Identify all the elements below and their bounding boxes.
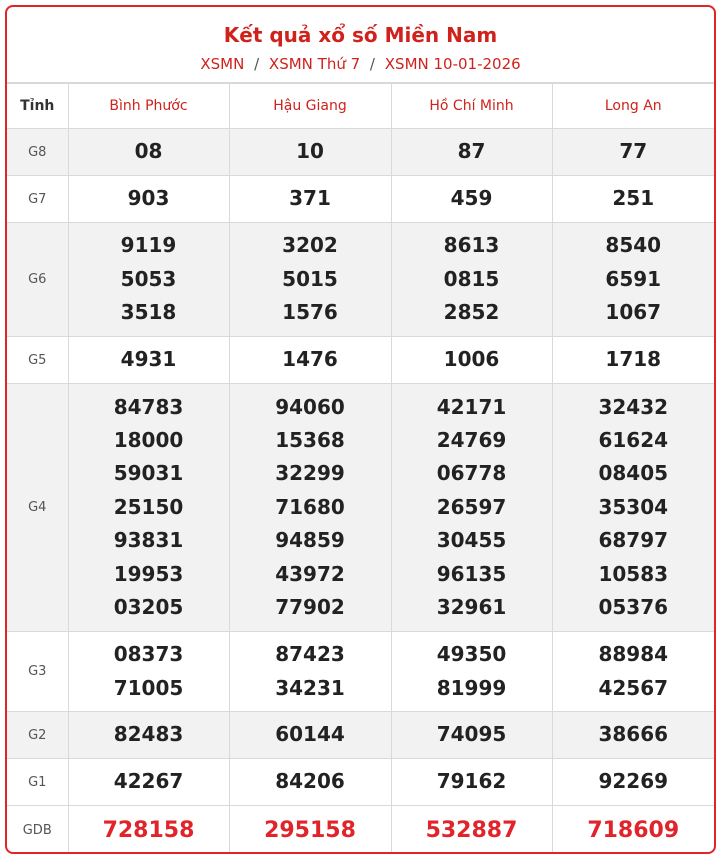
prize-cell xyxy=(229,759,391,806)
prize-number: 1576 xyxy=(282,300,338,325)
prize-cell xyxy=(552,759,714,806)
prize-number: 42171 xyxy=(436,394,507,419)
prize-cell xyxy=(391,384,552,632)
prize-number: 77902 xyxy=(275,594,345,619)
prize-label: G6 xyxy=(7,223,68,337)
prize-number: 87423 xyxy=(275,642,345,667)
breadcrumb-xsmn-thu-7[interactable]: XSMN Thứ 7 xyxy=(268,55,361,73)
prize-cell xyxy=(391,759,552,806)
province-header-row xyxy=(7,84,714,129)
prize-row-g5 xyxy=(7,337,714,384)
prize-number: 9119 xyxy=(120,233,177,258)
prize-number: 08 xyxy=(134,139,163,164)
prize-number: 1718 xyxy=(605,347,662,372)
prize-row-g1 xyxy=(7,759,714,806)
prize-number: 30455 xyxy=(436,528,507,553)
prize-number: 2852 xyxy=(443,300,500,325)
breadcrumb-separator: / xyxy=(254,55,260,73)
prize-number: 84783 xyxy=(113,394,184,419)
prize-number: 71005 xyxy=(113,675,184,700)
prize-number: 8613 xyxy=(443,233,500,258)
prize-cell xyxy=(552,337,714,384)
prize-row-g4 xyxy=(7,384,714,632)
prize-number: 87 xyxy=(457,139,486,164)
prize-number: 35304 xyxy=(598,494,669,519)
prize-cell xyxy=(391,176,552,223)
prize-cell xyxy=(68,759,229,806)
prize-number: 3518 xyxy=(120,300,177,325)
prize-cell xyxy=(68,337,229,384)
prize-cell xyxy=(552,712,714,759)
prize-label: G1 xyxy=(7,759,68,806)
prize-row-g2 xyxy=(7,712,714,759)
province-column-label: Tỉnh xyxy=(7,84,68,129)
prize-cell xyxy=(229,337,391,384)
province-binh-phuoc[interactable]: Bình Phước xyxy=(68,84,229,129)
prize-label: G3 xyxy=(7,632,68,712)
prize-cell xyxy=(229,384,391,632)
prize-cell xyxy=(552,632,714,712)
prize-number: 25150 xyxy=(113,494,184,519)
prize-row-g6 xyxy=(7,223,714,337)
special-prize-number: 728158 xyxy=(102,818,195,844)
breadcrumb-xsmn-date[interactable]: XSMN 10-01-2026 xyxy=(384,55,521,73)
prize-number: 49350 xyxy=(436,642,507,667)
prize-number: 32432 xyxy=(598,394,669,419)
prize-number: 26597 xyxy=(436,494,507,519)
special-prize-number: 532887 xyxy=(425,818,518,844)
prize-number: 38666 xyxy=(598,722,669,747)
prize-number: 59031 xyxy=(113,461,184,486)
prize-cell xyxy=(552,129,714,176)
prize-number: 5015 xyxy=(282,266,338,291)
prize-number: 92269 xyxy=(598,769,669,794)
prize-number: 15368 xyxy=(275,428,345,453)
prize-number: 84206 xyxy=(275,769,345,794)
special-prize-number: 295158 xyxy=(264,818,356,844)
prize-number: 74095 xyxy=(436,722,507,747)
prize-number: 6591 xyxy=(605,266,662,291)
prize-label: G5 xyxy=(7,337,68,384)
prize-cell xyxy=(391,129,552,176)
prize-number: 82483 xyxy=(113,722,184,747)
prize-number: 79162 xyxy=(436,769,507,794)
prize-number: 4931 xyxy=(120,347,177,372)
prize-cell xyxy=(552,223,714,337)
prize-number: 05376 xyxy=(598,594,669,619)
prize-cell xyxy=(229,129,391,176)
prize-number: 1006 xyxy=(443,347,500,372)
prize-number: 81999 xyxy=(436,675,507,700)
prize-number: 18000 xyxy=(113,428,184,453)
special-prize-cell xyxy=(68,806,229,855)
prize-cell xyxy=(68,384,229,632)
prize-number: 06778 xyxy=(436,461,507,486)
prize-cell xyxy=(229,632,391,712)
prize-label: G8 xyxy=(7,129,68,176)
prize-row-gdb xyxy=(7,806,714,855)
prize-label: G4 xyxy=(7,384,68,632)
prize-row-g8 xyxy=(7,129,714,176)
prize-number: 93831 xyxy=(113,528,184,553)
prize-number: 0815 xyxy=(443,266,500,291)
prize-number: 19953 xyxy=(113,561,184,586)
prize-cell xyxy=(68,129,229,176)
prize-number: 68797 xyxy=(598,528,669,553)
prize-number: 32961 xyxy=(436,594,507,619)
prize-number: 88984 xyxy=(598,642,669,667)
prize-number: 1476 xyxy=(282,347,338,372)
prize-cell xyxy=(68,223,229,337)
province-long-an[interactable]: Long An xyxy=(552,84,714,129)
prize-number: 96135 xyxy=(436,561,507,586)
prize-cell xyxy=(391,223,552,337)
prize-number: 32299 xyxy=(275,461,345,486)
prize-number: 71680 xyxy=(275,494,345,519)
results-header xyxy=(7,7,714,83)
prize-number: 77 xyxy=(619,139,648,164)
prize-cell xyxy=(229,176,391,223)
prize-number: 10 xyxy=(296,139,324,164)
prize-number: 42267 xyxy=(113,769,184,794)
page-title: Kết quả xổ số Miền Nam xyxy=(223,23,498,47)
prize-number: 10583 xyxy=(598,561,669,586)
prize-cell xyxy=(552,176,714,223)
prize-row-g3 xyxy=(7,632,714,712)
prize-number: 61624 xyxy=(598,428,669,453)
prize-cell xyxy=(68,176,229,223)
prize-number: 08405 xyxy=(598,461,669,486)
special-prize-cell xyxy=(229,806,391,855)
prize-row-g7 xyxy=(7,176,714,223)
prize-number: 251 xyxy=(612,186,655,211)
prize-number: 5053 xyxy=(120,266,177,291)
prize-number: 371 xyxy=(289,186,331,211)
prize-number: 34231 xyxy=(275,675,345,700)
prize-number: 8540 xyxy=(605,233,662,258)
special-prize-number: 718609 xyxy=(587,818,680,844)
prize-number: 3202 xyxy=(282,233,338,258)
prize-label: G7 xyxy=(7,176,68,223)
prize-cell xyxy=(229,712,391,759)
results-card xyxy=(5,5,716,854)
breadcrumb-separator: / xyxy=(369,55,375,73)
prize-cell xyxy=(391,632,552,712)
prize-number: 08373 xyxy=(113,642,184,667)
prize-cell xyxy=(391,712,552,759)
prize-number: 03205 xyxy=(113,594,184,619)
special-prize-cell xyxy=(391,806,552,855)
prize-cell xyxy=(68,712,229,759)
prize-label: G2 xyxy=(7,712,68,759)
prize-cell xyxy=(68,632,229,712)
special-prize-cell xyxy=(552,806,714,855)
prize-number: 1067 xyxy=(605,300,662,325)
prize-number: 94859 xyxy=(275,528,345,553)
results-table xyxy=(7,83,714,854)
prize-cell xyxy=(229,223,391,337)
breadcrumb xyxy=(7,55,714,73)
prize-number: 24769 xyxy=(436,428,507,453)
prize-number: 903 xyxy=(127,186,170,211)
prize-number: 60144 xyxy=(275,722,345,747)
prize-label: GDB xyxy=(7,806,68,855)
prize-cell xyxy=(391,337,552,384)
prize-cell xyxy=(552,384,714,632)
prize-number: 42567 xyxy=(598,675,669,700)
prize-number: 459 xyxy=(450,186,493,211)
prize-number: 43972 xyxy=(275,561,345,586)
province-hau-giang[interactable]: Hậu Giang xyxy=(229,84,391,129)
prize-number: 94060 xyxy=(275,394,345,419)
breadcrumb-xsmn[interactable]: XSMN xyxy=(200,55,245,73)
province-ho-chi-minh[interactable]: Hồ Chí Minh xyxy=(391,84,552,129)
